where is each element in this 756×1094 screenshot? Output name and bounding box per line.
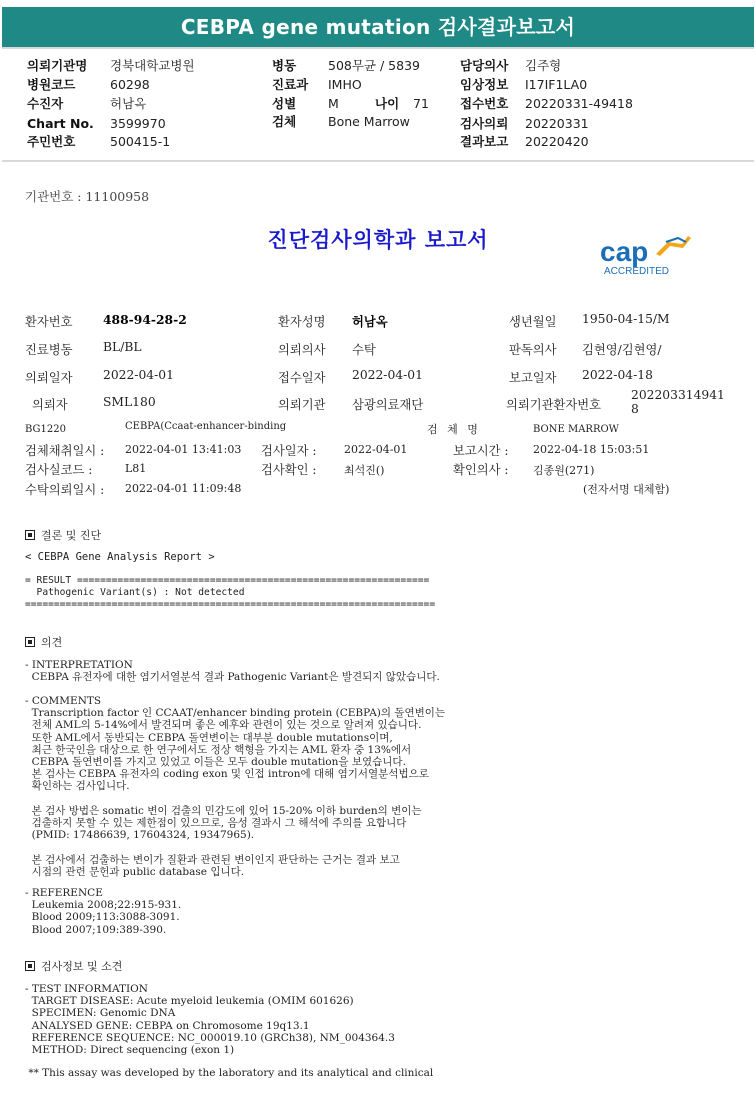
hdr-value: 20220331 bbox=[525, 116, 589, 131]
hdr-value: 허남옥 bbox=[110, 96, 147, 111]
test-value: 김종원(271) bbox=[533, 464, 595, 477]
hdr-label: 담당의사 bbox=[460, 58, 509, 73]
hdr-value: 20220331-49418 bbox=[525, 96, 633, 111]
hdr-value: 3599970 bbox=[110, 116, 166, 131]
hdr-value: 500415-1 bbox=[110, 134, 171, 149]
section-box-icon bbox=[25, 961, 35, 971]
patient-label: 의뢰의사 bbox=[278, 343, 326, 357]
test-label: 검사실코드 : bbox=[25, 463, 93, 477]
patient-label: 환자번호 bbox=[25, 315, 73, 329]
test-code: BG1220 bbox=[25, 424, 66, 435]
banner-top-strip bbox=[0, 0, 756, 7]
patient-value: 김현영/김현영/ bbox=[582, 343, 662, 357]
patient-label: 의뢰자 bbox=[32, 398, 68, 412]
hdr-label: 주민번호 bbox=[27, 134, 76, 149]
patient-label: 접수일자 bbox=[278, 371, 326, 385]
test-value: L81 bbox=[125, 462, 147, 475]
hdr-label: 의뢰기관명 bbox=[27, 58, 88, 73]
patient-birth: 1950-04-15/M bbox=[582, 312, 670, 326]
patient-number: 488-94-28-2 bbox=[103, 312, 187, 327]
patient-value: 수탁 bbox=[352, 343, 376, 357]
patient-value: 2022-04-01 bbox=[352, 368, 423, 382]
patient-value: 2022-04-01 bbox=[103, 368, 174, 382]
cap-accredited-logo bbox=[598, 234, 698, 282]
hdr-value: M bbox=[328, 96, 339, 111]
patient-value: 2022-04-18 bbox=[582, 368, 653, 382]
patient-label: 진료병동 bbox=[25, 343, 73, 357]
test-label: 확인의사 : bbox=[453, 463, 509, 477]
hdr-value: 경북대학교병원 bbox=[110, 58, 195, 73]
test-label: 수탁의뢰일시 : bbox=[25, 483, 105, 497]
hdr-label: 병원코드 bbox=[27, 77, 76, 92]
hdr-value: 김주형 bbox=[525, 58, 562, 73]
test-label: 보고시간 : bbox=[453, 444, 509, 458]
hdr-label: 임상정보 bbox=[460, 77, 509, 92]
section-opinion: 의견 bbox=[25, 634, 62, 650]
test-label: 검체채취일시 : bbox=[25, 444, 105, 458]
patient-value: BL/BL bbox=[103, 340, 142, 354]
banner bbox=[0, 0, 756, 50]
patient-label: 의뢰일자 bbox=[25, 371, 73, 385]
hdr-label: 성별 bbox=[272, 96, 297, 111]
hdr-label: 수진자 bbox=[27, 96, 64, 111]
hdr-value: 508무균 / 5839 bbox=[328, 58, 420, 73]
section-testinfo: 검사정보 및 소견 bbox=[25, 958, 122, 974]
cap-logo-icon bbox=[598, 234, 698, 282]
test-value: 2022-04-01 11:09:48 bbox=[125, 482, 242, 495]
patient-value: SML180 bbox=[103, 395, 156, 409]
hdr-label: 결과보고 bbox=[460, 134, 509, 149]
hdr-value: 20220420 bbox=[525, 134, 589, 149]
footer-note: ** This assay was developed by the laboratory and its analytical and clinical bbox=[25, 1067, 434, 1079]
hdr-label: 나이 bbox=[375, 96, 400, 111]
patient-label: 의뢰기관환자번호 bbox=[506, 398, 602, 412]
patient-value: 202203314941 bbox=[631, 388, 725, 402]
hdr-value: IMHO bbox=[328, 77, 362, 92]
patient-value: 삼광의료재단 bbox=[352, 398, 424, 412]
hdr-label: 검사의뢰 bbox=[460, 116, 509, 131]
hdr-label: Chart No. bbox=[27, 116, 94, 131]
hdr-label: 진료과 bbox=[272, 77, 309, 92]
test-value: 2022-04-01 bbox=[344, 443, 408, 456]
hdr-label: 접수번호 bbox=[460, 96, 509, 111]
report-head: < CEBPA Gene Analysis Report > bbox=[25, 551, 215, 563]
test-label: 검사확인 : bbox=[261, 463, 317, 477]
specimen-value: BONE MARROW bbox=[533, 424, 619, 435]
hdr-label: 병동 bbox=[272, 58, 297, 73]
cap-logo-sub: ACCREDITED bbox=[604, 266, 670, 277]
cap-logo-text: cap bbox=[600, 236, 649, 267]
report-title: 진단검사의학과 보고서 bbox=[267, 227, 489, 252]
testinfo-block: - TEST INFORMATION TARGET DISEASE: Acute myeloid leukemia (OMIM 601626) SPECIMEN: Genomic DNA ANALYSED GENE: CEBPA on Chromosome 19q13.1 REFERENCE SEQUENCE: NC_000019.10 (GRCh38), NM_004364.3 METHOD: Direct sequencing (exon 1) bbox=[25, 983, 395, 1057]
section-box-icon bbox=[25, 530, 35, 540]
agency-number: 기관번호 : 11100958 bbox=[25, 189, 150, 204]
patient-label: 판독의사 bbox=[509, 343, 557, 357]
hdr-label: 검체 bbox=[272, 114, 297, 129]
patient-label: 보고일자 bbox=[509, 371, 557, 385]
hdr-value: 60298 bbox=[110, 77, 150, 92]
reference-block: - REFERENCE Leukemia 2008;22:915-931. Blood 2009;113:3088-3091. Blood 2007;109:389-390. bbox=[25, 887, 182, 936]
test-value: 최석진() bbox=[344, 464, 385, 477]
test-name: CEBPA(Ccaat-enhancer-binding bbox=[125, 421, 287, 432]
hdr-value: 71 bbox=[413, 96, 429, 111]
specimen-label: 검 체 명 bbox=[427, 423, 481, 436]
test-label: 검사일자 : bbox=[261, 444, 317, 458]
patient-label: 의뢰기관 bbox=[278, 398, 326, 412]
section-conclusion: 결론 및 진단 bbox=[25, 527, 101, 543]
banner-title: CEBPA gene mutation 검사결과보고서 bbox=[180, 15, 576, 39]
patient-value: 8 bbox=[631, 402, 639, 416]
esign-note: (전자서명 대체함) bbox=[583, 483, 670, 496]
test-value: 2022-04-18 15:03:51 bbox=[533, 443, 650, 456]
hdr-value: Bone Marrow bbox=[328, 114, 410, 129]
header-divider bbox=[2, 160, 754, 162]
patient-label: 생년월일 bbox=[509, 315, 557, 329]
result-block: = RESULT ============================================================= Pathogenic Variant(s) : Not detected ======================================================================= bbox=[25, 575, 436, 611]
patient-label: 환자성명 bbox=[278, 315, 326, 329]
test-value: 2022-04-01 13:41:03 bbox=[125, 443, 242, 456]
section-box-icon bbox=[25, 637, 35, 647]
hdr-value: I17IF1LA0 bbox=[525, 77, 588, 92]
patient-name: 허남옥 bbox=[352, 314, 388, 329]
comments-block: - COMMENTS Transcription factor 인 CCAAT/enhancer binding protein (CEBPA)의 돌연변이는 전체 AML의 5-14%에서 발견되며 좋은 예후와 관련이 있는 것으로 알려져 있습니다. 또한 AML에서 동반되는 CEBPA 돌연변이는 대부분 double mutations이며, 최근 한국인을 대상으로 한 연구에서도 정상 핵형을 가지는 AML 환자 중 13%에서 CEBPA 돌연변이를 가지고 있었고 이들은 모두 double mutation을 보였습니다. 본 검사는 CEBPA 유전자의 coding exon 및 인접 intron에 대해 염기서열분석법으로 확인하는 검사입니다. 본 검사 방법은 somatic 변이 검출의 민감도에 있어 15-20% 이하 burden의 변이는 검출하지 못할 수 있는 제한점이 있으므로, 음성 결과시 그 해석에 주의를 요합니다 (PMID: 17486639, 17604324, 19347965). 본 검사에서 검출하는 변이가 질환과 관련된 변이인지 판단하는 근거는 결과 보고 시점의 관련 문헌과 public database 입니다. bbox=[25, 695, 446, 878]
interpretation-block: - INTERPRETATION CEBPA 유전자에 대한 염기서열분석 결과 Pathogenic Variant은 발견되지 않았습니다. bbox=[25, 659, 440, 684]
